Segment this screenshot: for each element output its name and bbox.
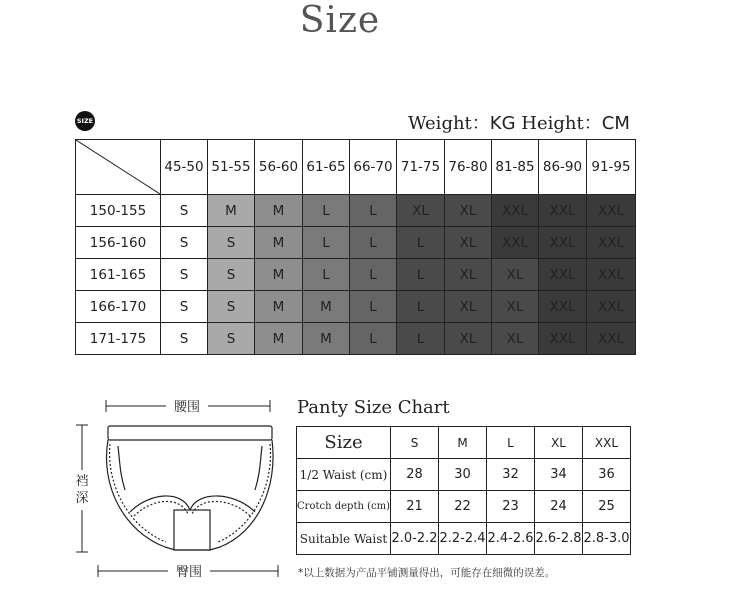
size-cell: S [161,227,208,259]
size-cell: XL [445,323,492,355]
size-cell: XL [445,291,492,323]
panty-row-label: Suitable Waist [297,523,391,555]
size-cell: XL [492,291,539,323]
size-cell: XXL [539,195,587,227]
panty-size-header: L [487,427,535,459]
matrix-body [76,195,636,355]
weight-header-row [76,140,636,195]
size-cell: L [397,259,445,291]
size-cell: L [350,195,397,227]
height-label: 171-175 [76,323,161,355]
panty-cell: 2.0-2.2 [391,523,439,555]
panty-size-header: XXL [583,427,631,459]
size-cell: L [350,227,397,259]
size-cell: M [255,227,303,259]
panty-cell: 2.8-3.0 [583,523,631,555]
size-cell: L [397,227,445,259]
size-cell: L [350,323,397,355]
weight-header: 51-55 [208,140,255,195]
size-cell: M [255,195,303,227]
size-cell: S [208,323,255,355]
size-cell: XXL [539,323,587,355]
panty-cell: 28 [391,459,439,491]
size-cell: XXL [587,291,636,323]
size-cell: XL [492,323,539,355]
weight-header: 86-90 [539,140,587,195]
size-cell: L [350,291,397,323]
matrix-corner [76,140,161,195]
panty-cell: 22 [439,491,487,523]
matrix-row [76,259,636,291]
panty-row-suitable [297,523,631,555]
panty-cell: 2.4-2.6 [487,523,535,555]
depth-label-2: 深 [75,491,89,506]
size-cell: M [303,323,350,355]
height-unit: CM [601,113,630,134]
size-cell: L [397,291,445,323]
size-cell: S [161,195,208,227]
size-cell: S [208,259,255,291]
panty-cell: 23 [487,491,535,523]
size-cell: M [255,323,303,355]
size-cell: XXL [492,227,539,259]
weight-header: 56-60 [255,140,303,195]
height-label: 150-155 [76,195,161,227]
height-label: Height： [521,113,602,134]
page-title: Size [299,0,381,41]
size-cell: XL [445,259,492,291]
size-cell: L [350,259,397,291]
size-cell: L [303,195,350,227]
size-cell: M [255,291,303,323]
height-label: 161-165 [76,259,161,291]
matrix-row [76,227,636,259]
weight-unit: KG [489,113,516,134]
size-cell: XL [397,195,445,227]
size-cell: M [208,195,255,227]
panty-cell: 34 [535,459,583,491]
size-cell: M [303,291,350,323]
size-matrix [75,139,636,355]
matrix-row [76,291,636,323]
waist-label: 腰围 [173,400,201,415]
panty-row-label: Crotch depth (cm) [297,491,391,523]
matrix-row [76,195,636,227]
panty-row-label: 1/2 Waist (cm) [297,459,391,491]
size-cell: S [161,259,208,291]
panty-cell: 25 [583,491,631,523]
size-cell: XXL [587,227,636,259]
depth-label-1: 裆 [75,474,89,489]
weight-header: 45-50 [161,140,208,195]
panty-header-label: Size [297,427,391,459]
panty-cell: 30 [439,459,487,491]
matrix-row [76,323,636,355]
units-legend [408,109,630,135]
height-label: 156-160 [76,227,161,259]
hip-label: 臀围 [175,565,203,580]
panty-cell: 2.2-2.4 [439,523,487,555]
size-cell: XXL [587,323,636,355]
size-cell: S [208,291,255,323]
panty-header-row [297,427,631,459]
depth-dimension [75,425,88,552]
panty-size-header: M [439,427,487,459]
panty-cell: 2.6-2.8 [535,523,583,555]
size-cell: XXL [539,291,587,323]
panty-size-header: XL [535,427,583,459]
size-cell: L [303,227,350,259]
panty-cell: 32 [487,459,535,491]
size-cell: XXL [492,195,539,227]
size-cell: XXL [587,259,636,291]
size-cell: L [303,259,350,291]
weight-header: 76-80 [445,140,492,195]
size-cell: XXL [587,195,636,227]
waist-dimension [106,400,270,415]
size-cell: XL [445,227,492,259]
weight-header: 91-95 [587,140,636,195]
size-cell: M [255,259,303,291]
size-badge-icon: SIZE [75,111,95,131]
size-cell: XXL [539,227,587,259]
weight-header: 71-75 [397,140,445,195]
panty-cell: 36 [583,459,631,491]
size-cell: XXL [539,259,587,291]
size-cell: S [208,227,255,259]
size-cell: XL [492,259,539,291]
weight-header: 61-65 [303,140,350,195]
weight-header: 81-85 [492,140,539,195]
panty-row-waist [297,459,631,491]
panty-row-crotch [297,491,631,523]
panty-chart-title: Panty Size Chart [297,397,450,418]
hip-dimension [98,565,278,580]
corner-diagonal-icon [76,140,160,194]
panty-diagram [70,392,290,592]
size-cell: L [397,323,445,355]
size-cell: S [161,291,208,323]
panty-size-table [296,426,631,555]
panty-cell: 21 [391,491,439,523]
size-cell: XL [445,195,492,227]
panty-cell: 24 [535,491,583,523]
size-cell: S [161,323,208,355]
weight-label: Weight： [408,113,490,134]
footnote: *以上数据为产品平铺测量得出，可能存在细微的误差。 [298,567,556,579]
panty-size-header: S [391,427,439,459]
panty-outline [107,426,274,550]
height-label: 166-170 [76,291,161,323]
weight-header: 66-70 [350,140,397,195]
